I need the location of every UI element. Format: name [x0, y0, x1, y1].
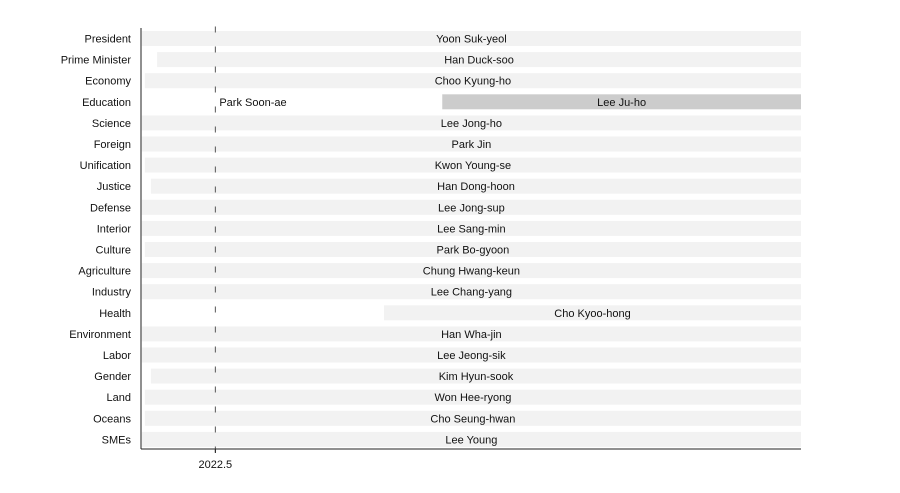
x-tick-label: 2022.5 [198, 459, 233, 471]
bar-label: Lee Sang-min [437, 223, 506, 236]
bar-label: Lee Jong-ho [440, 117, 502, 130]
row-label-interior: Interior [96, 223, 131, 236]
bar-label: Choo Kyung-ho [434, 75, 512, 88]
bar-label: Lee Chang-yang [430, 286, 513, 299]
bar-label: Cho Seung-hwan [430, 413, 516, 426]
bar-label: Cho Kyoo-hong [554, 307, 631, 320]
row-label-land: Land [106, 392, 131, 405]
row-label-economy: Economy [85, 75, 131, 88]
bar-label: Park Soon-ae [219, 96, 287, 109]
row-label-science: Science [91, 117, 131, 130]
bar-label: Kwon Young-se [434, 160, 512, 173]
bar-label: Han Dong-hoon [437, 181, 515, 194]
bar-label: Park Bo-gyoon [436, 244, 510, 257]
row-label-oceans: Oceans [93, 413, 131, 426]
row-label-gender: Gender [94, 371, 131, 384]
row-label-president: President [84, 33, 131, 46]
row-label-agriculture: Agriculture [78, 265, 131, 278]
bar-label: Won Hee-ryong [434, 392, 512, 405]
row-label-smes: SMEs [101, 434, 131, 447]
bar-label: Lee Jeong-sik [437, 350, 506, 362]
row-label-labor: Labor [102, 350, 131, 362]
row-label-industry: Industry [91, 286, 131, 299]
bar-label: Park Jin [451, 139, 492, 151]
row-label-environment: Environment [69, 328, 131, 341]
bar-label: Han Wha-jin [441, 328, 502, 341]
bar-label: Kim Hyun-sook [438, 371, 514, 384]
bar-label: Lee Ju-ho [597, 96, 647, 109]
bar-label: Yoon Suk-yeol [436, 33, 507, 46]
row-label-education: Education [82, 96, 131, 109]
row-label-unification: Unification [79, 160, 131, 173]
row-label-culture: Culture [95, 244, 131, 257]
bar-label: Lee Young [445, 434, 498, 447]
bars-layer [142, 31, 801, 447]
bar-label: Han Duck-soo [444, 54, 514, 67]
row-label-health: Health [99, 307, 131, 320]
row-label-foreign: Foreign [93, 139, 131, 151]
bar-label: Chung Hwang-keun [422, 265, 521, 278]
bar-label: Lee Jong-sup [438, 202, 505, 215]
row-label-defense: Defense [90, 202, 131, 215]
row-label-justice: Justice [96, 181, 131, 194]
row-label-prime-minister: Prime Minister [60, 54, 131, 67]
